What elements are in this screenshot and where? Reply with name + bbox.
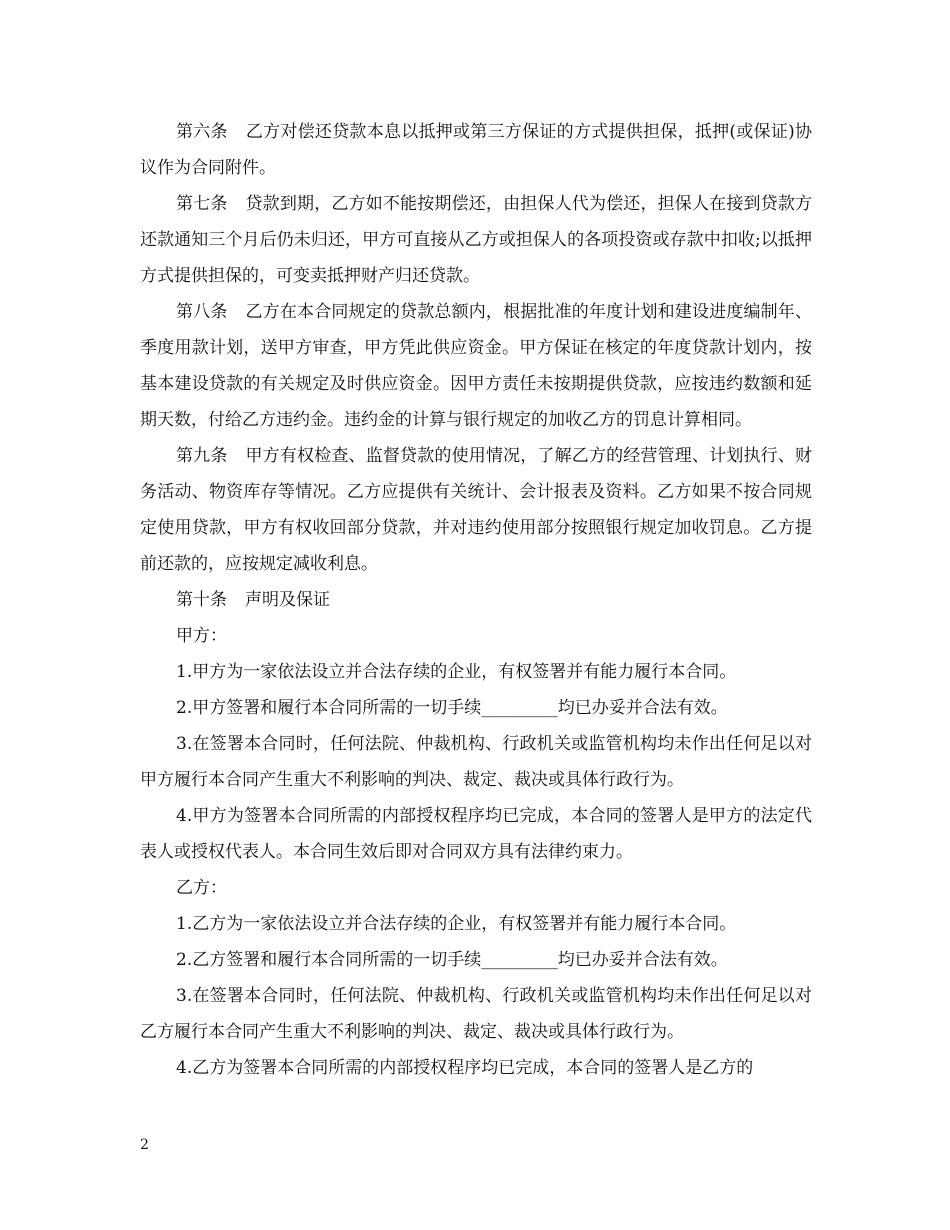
article-10-heading: 第十条 <box>176 590 227 610</box>
article-7 <box>140 186 812 294</box>
party-b-label: 乙方： <box>176 878 227 898</box>
article-6-heading: 第六条 <box>176 122 228 142</box>
article-7-heading: 第七条 <box>176 194 228 214</box>
document-body <box>140 114 812 1086</box>
party-a-item-2: 2.甲方签署和履行本合同所需的一切手续_________均已办妥并合法有效。 <box>176 698 728 718</box>
party-b-item-4: 4.乙方为签署本合同所需的内部授权程序均已完成，本合同的签署人是乙方的 <box>176 1058 754 1078</box>
article-9 <box>140 438 812 582</box>
party-b-item-3: 3.在签署本合同时，任何法院、仲裁机构、行政机关或监管机构均未作出任何足以对乙方履行本合同产生重大不利影响的判决、裁定、裁决或具体行政行为。 <box>140 986 812 1042</box>
article-10-text: 声明及保证 <box>245 590 330 610</box>
article-6 <box>140 114 812 186</box>
party-b-item-1: 1.乙方为一家依法设立并合法存续的企业，有权签署并有能力履行本合同。 <box>176 914 737 934</box>
party-a-item-4: 4.甲方为签署本合同所需的内部授权程序均已完成，本合同的签署人是甲方的法定代表人或授权代表人。本合同生效后即对合同双方具有法律约束力。 <box>140 806 812 862</box>
party-a-label: 甲方： <box>176 626 227 646</box>
page-number: 2 <box>140 1137 149 1153</box>
party-b-item-2: 2.乙方签署和履行本合同所需的一切手续_________均已办妥并合法有效。 <box>176 950 728 970</box>
party-a-item-1: 1.甲方为一家依法设立并合法存续的企业，有权签署并有能力履行本合同。 <box>176 662 737 682</box>
party-a-item-3: 3.在签署本合同时，任何法院、仲裁机构、行政机关或监管机构均未作出任何足以对甲方履行本合同产生重大不利影响的判决、裁定、裁决或具体行政行为。 <box>140 734 812 790</box>
article-8-text: 乙方在本合同规定的贷款总额内，根据批准的年度计划和建设进度编制年、季度用款计划，送甲方审查，甲方凭此供应资金。甲方保证在核定的年度贷款计划内，按基本建设贷款的有关规定及时供应资金。因甲方责任未按期提供贷款，应按违约数额和延期天数，付给乙方违约金。违约金的计算与银行规定的加收乙方的罚息计算相同。 <box>140 302 812 430</box>
article-8 <box>140 294 812 438</box>
article-6-text: 乙方对偿还贷款本息以抵押或第三方保证的方式提供担保，抵押(或保证)协议作为合同附件。 <box>140 122 812 178</box>
article-9-heading: 第九条 <box>176 446 228 466</box>
article-9-text: 甲方有权检查、监督贷款的使用情况，了解乙方的经营管理、计划执行、财务活动、物资库存等情况。乙方应提供有关统计、会计报表及资料。乙方如果不按合同规定使用贷款，甲方有权收回部分贷款，并对违约使用部分按照银行规定加收罚息。乙方提前还款的，应按规定减收利息。 <box>140 446 812 574</box>
article-10 <box>140 582 812 618</box>
article-8-heading: 第八条 <box>176 302 228 322</box>
article-7-text: 贷款到期，乙方如不能按期偿还，由担保人代为偿还，担保人在接到贷款方还款通知三个月后仍未归还，甲方可直接从乙方或担保人的各项投资或存款中扣收;以抵押方式提供担保的，可变卖抵押财产归还贷款。 <box>140 194 812 286</box>
